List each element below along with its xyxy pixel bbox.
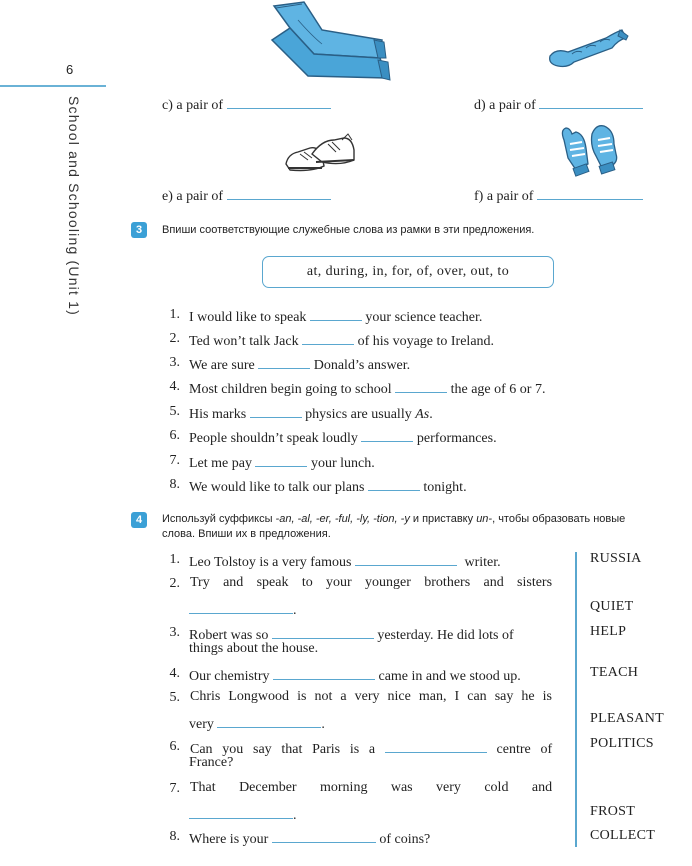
word-quiet: QUIET: [590, 599, 634, 614]
pair-d: d) a pair of: [474, 94, 643, 114]
blank-4-4[interactable]: [273, 665, 375, 680]
page-number: 6: [66, 62, 74, 77]
blank-4-7[interactable]: [189, 804, 293, 819]
ex4-item-5-line1: Chris Longwood is not a very nice man, I can say he is: [190, 689, 553, 704]
blank-4-3[interactable]: [272, 624, 374, 639]
word-box: at, during, in, for, of, over, out, to: [262, 256, 554, 288]
ex4-item-3-line2: things about the house.: [189, 641, 319, 656]
blank-3-7[interactable]: [255, 452, 307, 467]
blank-4-8[interactable]: [272, 828, 376, 843]
ex4-item-2-line1: Try and speak to your younger brothers and sisters: [190, 575, 553, 590]
blank-4-6[interactable]: [385, 738, 487, 753]
jeans-image: [262, 0, 392, 88]
blank-3-4[interactable]: [395, 378, 447, 393]
word-column-rule: [575, 552, 577, 847]
sneakers-image: [282, 126, 358, 176]
pair-c: c) a pair of: [162, 94, 331, 114]
ex4-item-7-line2: .: [189, 804, 297, 825]
blank-4-5[interactable]: [217, 713, 321, 728]
blank-d[interactable]: [539, 94, 643, 109]
ex4-item-6-line2: France?: [189, 755, 234, 770]
exercise-4-number: 4: [131, 512, 147, 528]
word-pleasant: PLEASANT: [590, 711, 664, 726]
mittens-image: [556, 120, 620, 184]
word-russia: RUSSIA: [590, 551, 642, 566]
unit-title: School and Schooling (Unit 1): [66, 96, 82, 317]
ex4-item-6-line1: Can you say that Paris is a centre of: [190, 738, 552, 758]
blank-c[interactable]: [227, 94, 331, 109]
word-help: HELP: [590, 624, 627, 639]
ex4-item-5-line2: very .: [189, 713, 325, 734]
blank-3-3[interactable]: [258, 354, 310, 369]
margin-rule: [0, 85, 106, 87]
exercise-3-instruction: Впиши соответствующие служебные слова из рамки в эти предложения.: [162, 224, 535, 236]
word-politics: POLITICS: [590, 736, 654, 751]
word-frost: FROST: [590, 804, 636, 819]
blank-3-1[interactable]: [310, 306, 362, 321]
blank-3-2[interactable]: [302, 330, 354, 345]
blank-e[interactable]: [227, 185, 331, 200]
word-teach: TEACH: [590, 665, 639, 680]
blank-4-2[interactable]: [189, 599, 293, 614]
exercise-3-number: 3: [131, 222, 147, 238]
ex4-item-2-line2: .: [189, 599, 297, 620]
word-collect: COLLECT: [590, 828, 656, 843]
blank-3-6[interactable]: [361, 427, 413, 442]
blank-3-5[interactable]: [250, 403, 302, 418]
pair-e: e) a pair of: [162, 185, 331, 205]
blank-3-8[interactable]: [368, 476, 420, 491]
blank-f[interactable]: [537, 185, 643, 200]
exercise-4-instruction: Используй суффиксы -an, -al, -er, -ful, -ly, -tion, -y и приставку un-, чтобы образовать новые слова. Впиши их в предложения.: [162, 513, 626, 540]
blank-4-1[interactable]: [355, 551, 457, 566]
socks-image: [546, 26, 630, 70]
pair-f: f) a pair of: [474, 185, 643, 205]
ex4-item-7-line1: That December morning was very cold and: [190, 780, 553, 795]
